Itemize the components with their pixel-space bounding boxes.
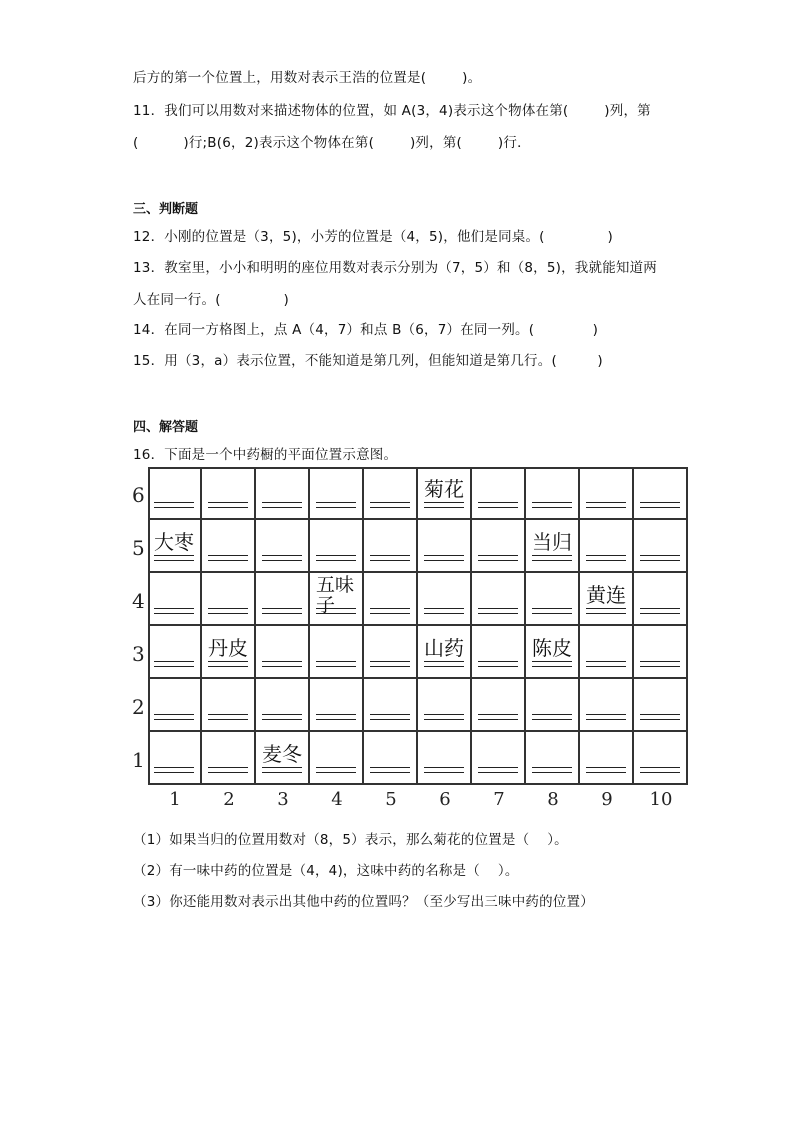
drawer-handle xyxy=(640,608,680,614)
drawer-10-4 xyxy=(634,573,688,626)
drawer-6-3 xyxy=(418,626,472,679)
section-heading-judgement: 三、判断题 xyxy=(133,202,199,217)
drawer-2-6 xyxy=(202,467,256,520)
drawer-10-2 xyxy=(634,679,688,732)
drawer-handle xyxy=(532,608,572,614)
drawer-10-1 xyxy=(634,732,688,785)
drawer-handle xyxy=(154,767,194,773)
drawer-2-3 xyxy=(202,626,256,679)
column-label-9: 9 xyxy=(601,789,613,810)
drawer-2-1 xyxy=(202,732,256,785)
drawer-5-1 xyxy=(364,732,418,785)
drawer-handle xyxy=(370,661,410,667)
herb-label: 麦冬 xyxy=(262,742,302,766)
drawer-handle xyxy=(208,714,248,720)
drawer-handle xyxy=(262,608,302,614)
drawer-handle xyxy=(478,608,518,614)
drawer-5-3 xyxy=(364,626,418,679)
column-label-8: 8 xyxy=(547,789,559,810)
drawer-handle xyxy=(424,714,464,720)
drawer-3-3 xyxy=(256,626,310,679)
drawer-2-5 xyxy=(202,520,256,573)
question-14: 14．在同一方格图上，点 A（4，7）和点 B（6，7）在同一列。( ) xyxy=(133,322,599,338)
drawer-handle xyxy=(532,767,572,773)
drawer-handle xyxy=(640,555,680,561)
column-label-4: 4 xyxy=(331,789,343,810)
herb-label: 当归 xyxy=(532,530,572,554)
drawer-handle xyxy=(370,608,410,614)
row-label-3: 3 xyxy=(132,642,145,666)
drawer-9-2 xyxy=(580,679,634,732)
drawer-handle xyxy=(208,502,248,508)
drawer-handle xyxy=(640,502,680,508)
drawer-handle xyxy=(154,608,194,614)
column-label-7: 7 xyxy=(493,789,505,810)
drawer-handle xyxy=(262,714,302,720)
drawer-handle xyxy=(262,661,302,667)
row-label-2: 2 xyxy=(132,695,145,719)
drawer-handle xyxy=(370,714,410,720)
drawer-1-4 xyxy=(148,573,202,626)
drawer-handle xyxy=(640,767,680,773)
herb-label: 陈皮 xyxy=(532,636,572,660)
drawer-7-2 xyxy=(472,679,526,732)
drawer-handle xyxy=(316,661,356,667)
drawer-handle xyxy=(478,661,518,667)
drawer-9-1 xyxy=(580,732,634,785)
drawer-handle xyxy=(262,502,302,508)
drawer-handle xyxy=(586,608,626,614)
drawer-6-2 xyxy=(418,679,472,732)
drawer-handle xyxy=(424,555,464,561)
drawer-8-6 xyxy=(526,467,580,520)
drawer-handle xyxy=(478,502,518,508)
drawer-3-2 xyxy=(256,679,310,732)
drawer-handle xyxy=(586,767,626,773)
drawer-handle xyxy=(316,714,356,720)
drawer-5-4 xyxy=(364,573,418,626)
drawer-handle xyxy=(262,555,302,561)
drawer-7-1 xyxy=(472,732,526,785)
question-16: 16．下面是一个中药橱的平面位置示意图。 xyxy=(133,447,398,463)
drawer-handle xyxy=(586,502,626,508)
drawer-1-5 xyxy=(148,520,202,573)
drawer-3-4 xyxy=(256,573,310,626)
medicine-cabinet-diagram xyxy=(130,465,690,815)
row-label-1: 1 xyxy=(132,748,145,772)
question-16-sub-1: （1）如果当归的位置用数对（8，5）表示，那么菊花的位置是（ ）。 xyxy=(133,832,568,848)
drawer-handle xyxy=(316,502,356,508)
drawer-4-3 xyxy=(310,626,364,679)
drawer-4-5 xyxy=(310,520,364,573)
question-13-line-2: 人在同一行。( ) xyxy=(133,292,290,308)
drawer-10-3 xyxy=(634,626,688,679)
drawer-8-2 xyxy=(526,679,580,732)
column-label-6: 6 xyxy=(439,789,451,810)
drawer-8-1 xyxy=(526,732,580,785)
herb-label: 丹皮 xyxy=(208,636,248,660)
drawer-8-3 xyxy=(526,626,580,679)
drawer-7-5 xyxy=(472,520,526,573)
drawer-1-2 xyxy=(148,679,202,732)
column-label-3: 3 xyxy=(277,789,289,810)
column-label-10: 10 xyxy=(649,789,673,810)
drawer-9-5 xyxy=(580,520,634,573)
drawer-5-6 xyxy=(364,467,418,520)
drawer-handle xyxy=(208,661,248,667)
drawer-5-2 xyxy=(364,679,418,732)
drawer-1-6 xyxy=(148,467,202,520)
drawer-7-3 xyxy=(472,626,526,679)
drawer-handle xyxy=(154,661,194,667)
drawer-7-4 xyxy=(472,573,526,626)
question-12: 12．小刚的位置是（3，5)，小芳的位置是（4，5)，他们是同桌。( ) xyxy=(133,229,613,245)
drawer-2-2 xyxy=(202,679,256,732)
herb-label: 山药 xyxy=(424,636,464,660)
question-11-line-1: 11．我们可以用数对来描述物体的位置，如 A(3，4)表示这个物体在第( )列，第 xyxy=(133,103,651,119)
drawer-5-5 xyxy=(364,520,418,573)
drawer-handle xyxy=(640,714,680,720)
drawer-6-1 xyxy=(418,732,472,785)
drawer-9-4 xyxy=(580,573,634,626)
drawer-6-6 xyxy=(418,467,472,520)
drawer-6-5 xyxy=(418,520,472,573)
row-label-6: 6 xyxy=(132,483,145,507)
question-10-tail: 后方的第一个位置上，用数对表示王浩的位置是( )。 xyxy=(133,70,482,86)
drawer-4-1 xyxy=(310,732,364,785)
drawer-handle xyxy=(424,661,464,667)
question-13-line-1: 13．教室里，小小和明明的座位用数对表示分别为（7，5）和（8，5)，我就能知道两 xyxy=(133,260,658,276)
drawer-handle xyxy=(154,714,194,720)
column-label-2: 2 xyxy=(223,789,235,810)
drawer-handle xyxy=(316,555,356,561)
drawer-handle xyxy=(640,661,680,667)
drawer-handle xyxy=(478,714,518,720)
drawer-handle xyxy=(208,608,248,614)
drawer-handle xyxy=(586,661,626,667)
drawer-9-3 xyxy=(580,626,634,679)
column-label-5: 5 xyxy=(385,789,397,810)
drawer-3-6 xyxy=(256,467,310,520)
row-label-5: 5 xyxy=(132,536,145,560)
question-11-line-2: ( )行;B(6，2)表示这个物体在第( )列，第( )行． xyxy=(133,135,531,151)
herb-label: 大枣 xyxy=(154,530,194,554)
column-label-1: 1 xyxy=(169,789,181,810)
drawer-handle xyxy=(370,767,410,773)
drawer-handle xyxy=(208,767,248,773)
drawer-2-4 xyxy=(202,573,256,626)
drawer-handle xyxy=(532,661,572,667)
drawer-handle xyxy=(532,502,572,508)
row-label-4: 4 xyxy=(132,589,145,613)
drawer-handle xyxy=(424,767,464,773)
herb-label: 菊花 xyxy=(424,477,464,501)
drawer-3-5 xyxy=(256,520,310,573)
drawer-4-4 xyxy=(310,573,364,626)
drawer-9-6 xyxy=(580,467,634,520)
herb-label: 五味 子 xyxy=(316,574,355,616)
herb-label: 黄连 xyxy=(586,583,626,607)
drawer-handle xyxy=(478,555,518,561)
drawer-handle xyxy=(154,555,194,561)
drawer-handle xyxy=(154,502,194,508)
drawer-handle xyxy=(424,502,464,508)
drawer-handle xyxy=(370,555,410,561)
drawer-handle xyxy=(208,555,248,561)
drawer-3-1 xyxy=(256,732,310,785)
drawer-handle xyxy=(424,608,464,614)
drawer-4-6 xyxy=(310,467,364,520)
question-15: 15．用（3，a）表示位置，不能知道是第几列，但能知道是第几行。( ) xyxy=(133,353,603,369)
drawer-handle xyxy=(586,714,626,720)
drawer-handle xyxy=(262,767,302,773)
drawer-8-5 xyxy=(526,520,580,573)
drawer-handle xyxy=(532,714,572,720)
drawer-handle xyxy=(316,767,356,773)
drawer-handle xyxy=(532,555,572,561)
drawer-4-2 xyxy=(310,679,364,732)
drawer-7-6 xyxy=(472,467,526,520)
drawer-handle xyxy=(478,767,518,773)
drawer-10-5 xyxy=(634,520,688,573)
drawer-1-1 xyxy=(148,732,202,785)
drawer-10-6 xyxy=(634,467,688,520)
drawer-handle xyxy=(370,502,410,508)
drawer-1-3 xyxy=(148,626,202,679)
drawer-6-4 xyxy=(418,573,472,626)
question-16-sub-3: （3）你还能用数对表示出其他中药的位置吗？（至少写出三味中药的位置） xyxy=(133,894,594,910)
drawer-8-4 xyxy=(526,573,580,626)
drawer-handle xyxy=(586,555,626,561)
section-heading-answer: 四、解答题 xyxy=(133,420,199,435)
question-16-sub-2: （2）有一味中药的位置是（4，4)，这味中药的名称是（ ）。 xyxy=(133,863,519,879)
